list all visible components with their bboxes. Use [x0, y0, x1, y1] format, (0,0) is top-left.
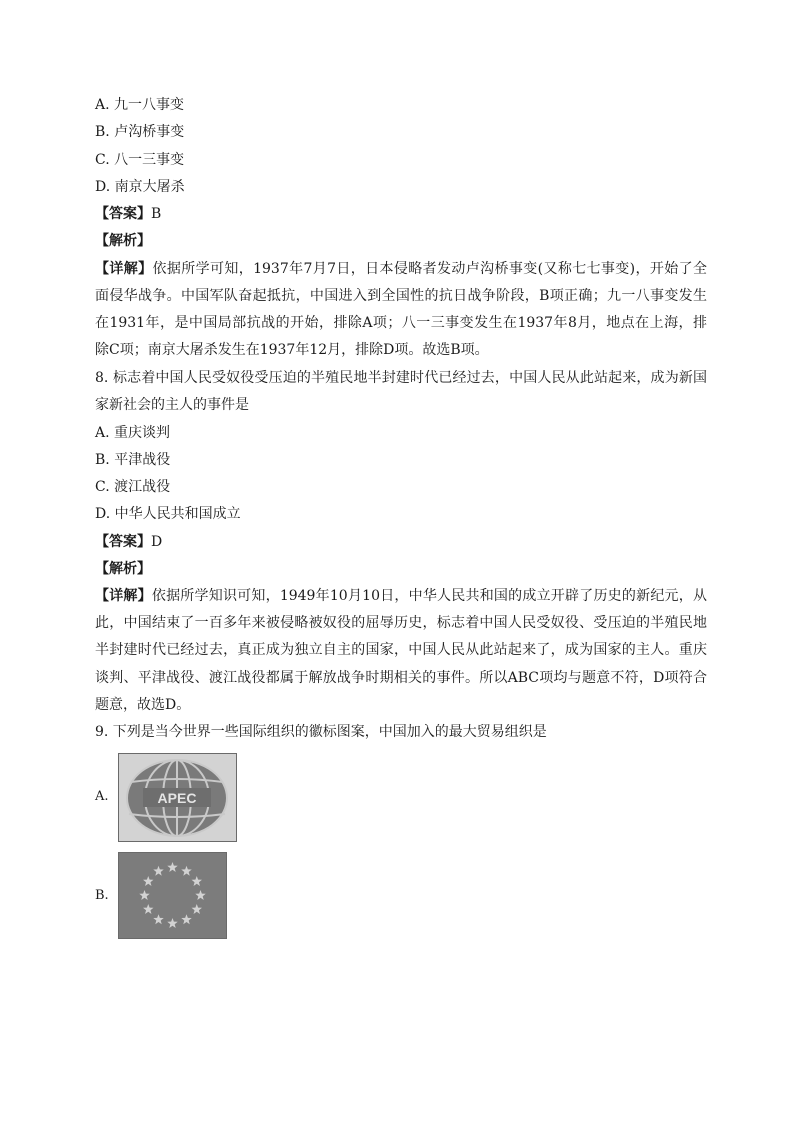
- answer-value: B: [151, 206, 162, 222]
- eu-stars-icon: [119, 853, 226, 938]
- q7-analysis-tag: 【解析】: [95, 233, 151, 249]
- answer-value: D: [151, 534, 163, 550]
- answer-tag: 【答案】: [95, 206, 151, 222]
- apec-globe-icon: [119, 754, 236, 841]
- q8-detail-line-5: 题意，故选D。: [95, 697, 191, 713]
- q8-option-d: D. 中华人民共和国成立: [95, 506, 241, 522]
- q7-option-b: B. 卢沟桥事变: [95, 124, 185, 140]
- q7-detail-line-3: 在1931年，是中国局部抗战的开始，排除A项；八一三事变发生在1937年8月，地点在上海，排: [95, 315, 707, 331]
- q9-stem: 9. 下列是当今世界一些国际组织的徽标图案，中国加入的最大贸易组织是: [95, 724, 547, 740]
- q7-option-d: D. 南京大屠杀: [95, 179, 185, 195]
- apec-logo-image: [118, 753, 237, 842]
- q8-analysis-tag: 【解析】: [95, 561, 151, 577]
- q8-option-c: C. 渡江战役: [95, 479, 171, 495]
- q8-option-a: A. 重庆谈判: [95, 425, 171, 441]
- q7-answer: [95, 204, 161, 224]
- q8-stem-line-1: 8. 标志着中国人民受奴役受压迫的半殖民地半封建时代已经过去，中国人民从此站起来，成为新国: [95, 370, 707, 386]
- detail-tag: 【详解】: [95, 261, 153, 277]
- q8-detail-line-4: 谈判、平津战役、渡江战役都属于解放战争时期相关的事件。所以ABC项均与题意不符，D项符合: [95, 670, 707, 686]
- q7-detail-line-1: 【详解】依据所学可知，1937年7月7日，日本侵略者发动卢沟桥事变(又称七七事变)，开始了全: [95, 261, 708, 277]
- q7-detail-line-4: 除C项；南京大屠杀发生在1937年12月，排除D项。故选B项。: [95, 342, 489, 358]
- answer-tag: 【答案】: [95, 534, 151, 550]
- eu-flag-image: [118, 852, 227, 939]
- q9-option-b-label: B.: [95, 888, 109, 903]
- q7-detail-line-2: 面侵华战争。中国军队奋起抵抗，中国进入到全国性的抗日战争阶段，B项正确；九一八事变发生: [95, 288, 707, 304]
- q8-answer: [95, 532, 162, 552]
- q9-option-a-label: A.: [95, 789, 109, 804]
- q8-detail-line-1: 【详解】依据所学知识可知，1949年10月10日，中华人民共和国的成立开辟了历史的新纪元，从: [95, 588, 707, 604]
- q8-stem-line-2: 家新社会的主人的事件是: [95, 397, 249, 413]
- q8-detail-line-2: 此，中国结束了一百多年来被侵略被奴役的屈辱历史，标志着中国人民受奴役、受压迫的半殖民地: [95, 615, 707, 631]
- q8-option-b: B. 平津战役: [95, 452, 171, 468]
- q8-detail-line-3: 半封建时代已经过去，真正成为独立自主的国家，中国人民从此站起来了，成为国家的主人。重庆: [95, 642, 707, 658]
- q7-option-c: C. 八一三事变: [95, 152, 185, 168]
- q7-option-a: A. 九一八事变: [95, 97, 185, 113]
- detail-tag: 【详解】: [95, 588, 152, 604]
- apec-logo-text: APEC: [157, 790, 197, 806]
